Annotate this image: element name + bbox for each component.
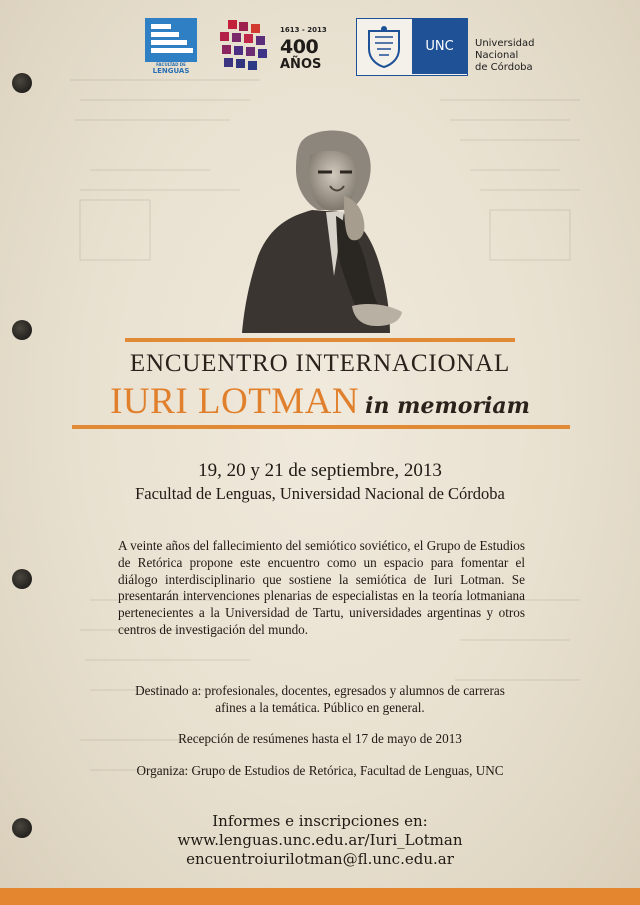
title-rule-bottom (72, 425, 570, 429)
anniversary-logo (218, 18, 333, 78)
unc-logo (356, 18, 468, 76)
anniversary-word: AÑOS (280, 57, 322, 72)
website-link[interactable]: www.lenguas.unc.edu.ar/Iuri_Lotman (177, 831, 463, 849)
unc-acronym: UNC (412, 19, 467, 74)
mosaic-icon (218, 20, 268, 76)
target-audience-line-1: Destinado a: profesionales, docentes, egresados y alumnos de carreras (135, 683, 505, 698)
unc-name (475, 38, 534, 74)
target-audience-line-2: afines a la temática. Público en general. (215, 699, 425, 715)
contact-heading: Informes e inscripciones en: (212, 812, 428, 830)
footer-bar (0, 888, 640, 905)
event-description: A veinte años del fallecimiento del semiótico soviético, el Grupo de Estudios de Retórica propone este encuentro como un espacio para fomentar el diálogo interdisciplinario que sostiene la semiótica de Iuri Lotman. Se presentarán intervenciones plenarias de especialistas en la teoría lotmaniana pertenecientes a la Universidad de Tartu, universidades argentinas y otros centros de investigación del mundo. (118, 538, 525, 637)
faculty-logo-text-2: LENGUAS (152, 67, 190, 75)
anniversary-years: 1613 - 2013 (280, 26, 327, 34)
honoree-name: IURI LOTMAN (110, 381, 360, 422)
anniversary-number: 400 (280, 36, 319, 58)
unc-name-line-2: Nacional (475, 50, 519, 61)
binder-hole-2 (12, 320, 32, 340)
faculty-logo-mark (145, 18, 197, 62)
title-rule-top (125, 338, 515, 342)
event-date: 19, 20 y 21 de septiembre, 2013 (198, 460, 442, 481)
facultad-lenguas-logo (145, 18, 197, 76)
binder-hole-3 (12, 569, 32, 589)
contact-info (0, 812, 640, 869)
email-link[interactable]: encuentroiurilotman@fl.unc.edu.ar (186, 850, 454, 868)
abstract-deadline: Recepción de resúmenes hasta el 17 de mayo de 2013 (178, 731, 462, 746)
target-audience (0, 683, 640, 716)
organizer: Organiza: Grupo de Estudios de Retórica, Facultad de Lenguas, UNC (136, 763, 504, 778)
event-venue: Facultad de Lenguas, Universidad Nacional de Córdoba (135, 484, 505, 503)
event-subtitle (0, 380, 640, 423)
lotman-portrait (240, 126, 405, 333)
logo-header (0, 18, 640, 80)
unc-name-line-1: Universidad (475, 38, 535, 49)
in-memoriam-label: in memoriam (365, 393, 530, 419)
faculty-logo-text-1: FACULTAD DE (156, 62, 186, 67)
event-title: ENCUENTRO INTERNACIONAL (129, 350, 511, 377)
unc-name-line-3: de Córdoba (475, 62, 533, 73)
unc-shield-icon (365, 25, 403, 69)
